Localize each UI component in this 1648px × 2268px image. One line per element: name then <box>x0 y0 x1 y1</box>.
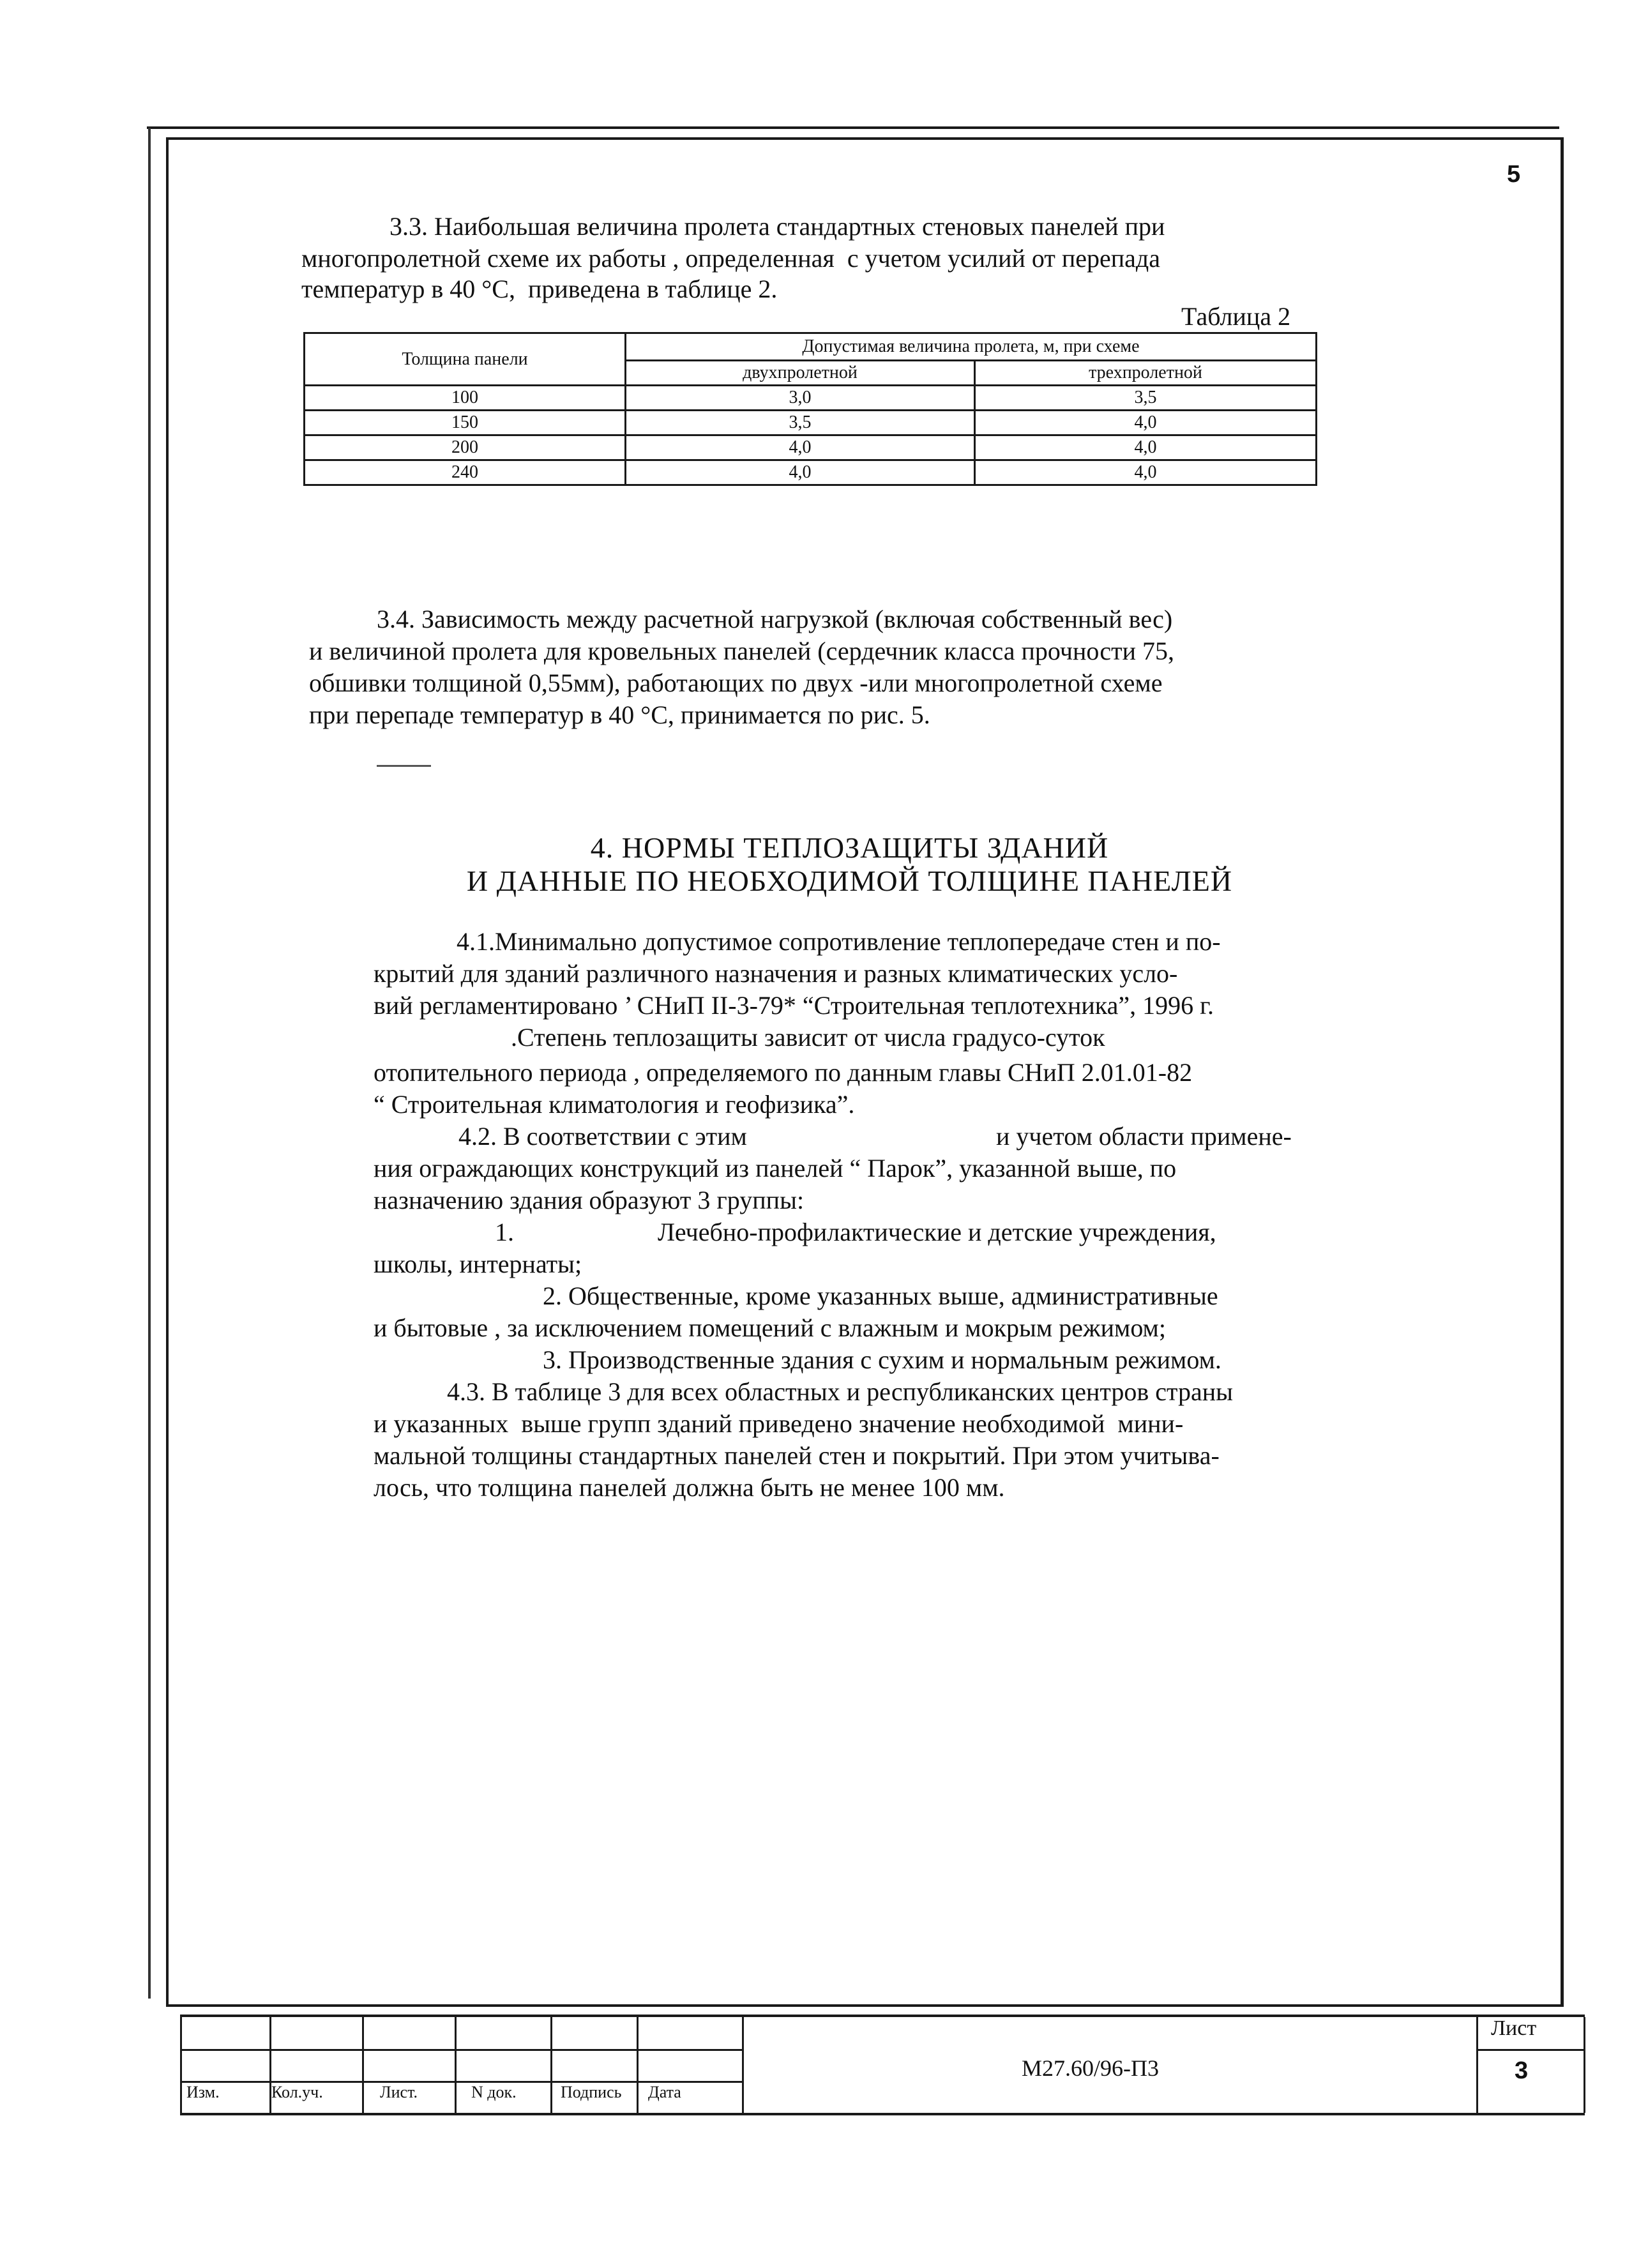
document-code: М27.60/96-П3 <box>1022 2055 1159 2081</box>
para-4-2-line-1b: и учетом области примене- <box>996 1122 1292 1151</box>
section-4-heading-line-1: 4. НОРМЫ ТЕПЛОЗАЩИТЫ ЗДАНИЙ <box>590 831 1109 864</box>
para-4-1-line-2: крытий для зданий различного назначения и разных климатических усло- <box>374 959 1178 988</box>
para-3-3-line-1: 3.3. Наибольшая величина пролета стандартных стеновых панелей при <box>389 212 1165 241</box>
group-1-text-cont: школы, интернаты; <box>374 1250 582 1278</box>
group-1-number: 1. <box>495 1218 514 1246</box>
para-3-4-line-4: при перепаде температур в 40 °С, принимается по рис. 5. <box>309 700 930 729</box>
sheet-number-top: 5 <box>1507 161 1521 188</box>
header-thickness: Толщина панели <box>305 333 626 386</box>
cell-three-span: 4,0 <box>975 411 1317 435</box>
para-4-3-line-3: мальной толщины стандартных панелей стен и покрытий. При этом учитыва- <box>374 1441 1220 1470</box>
para-4-1-line-3: вий регламентировано ’ СНиП II-3-79* “Строительная теплотехника”, 1996 г. <box>374 991 1214 1020</box>
cell-two-span: 3,0 <box>626 386 975 411</box>
stamp-sheet-label: Лист <box>1491 2016 1537 2040</box>
short-dash-mark <box>377 765 431 767</box>
stamp-label-change: Изм. <box>186 2083 220 2101</box>
frame-left-binding-line <box>148 128 151 1999</box>
para-3-3-line-2: многопролетной схеме их работы , определенная с учетом усилий от перепада <box>301 244 1161 273</box>
para-3-4-line-1: 3.4. Зависимость между расчетной нагрузкой (включая собственный вес) <box>377 605 1173 633</box>
frame-top-line <box>147 126 1559 129</box>
stamp-label-signature: Подпись <box>561 2083 622 2101</box>
group-2-text-cont: и бытовые , за исключением помещений с влажным и мокрым режимом; <box>374 1313 1166 1342</box>
para-4-1-line-5: отопительного периода , определяемого по данным главы СНиП 2.01.01-82 <box>374 1058 1193 1087</box>
section-4-heading-line-2: И ДАННЫЕ ПО НЕОБХОДИМОЙ ТОЛЩИНЕ ПАНЕЛЕЙ <box>466 865 1233 897</box>
para-4-3-line-4: лось, что толщина панелей должна быть не менее 100 мм. <box>374 1473 1005 1502</box>
cell-thickness: 240 <box>305 460 626 485</box>
cell-thickness: 200 <box>305 435 626 460</box>
header-two-span: двухпролетной <box>626 361 975 386</box>
para-4-2-line-1a: 4.2. В соответствии с этим <box>458 1122 747 1151</box>
header-span-group: Допустимая величина пролета, м, при схеме <box>626 333 1317 361</box>
para-4-1-line-1: 4.1.Минимально допустимое сопротивление теплопередаче стен и по- <box>457 927 1221 956</box>
table-row <box>305 460 1317 485</box>
cell-three-span: 4,0 <box>975 435 1317 460</box>
cell-thickness: 100 <box>305 386 626 411</box>
table-2-caption: Таблица 2 <box>1181 302 1291 331</box>
para-3-3-line-3: температур в 40 °С, приведена в таблице 2. <box>301 275 778 303</box>
cell-three-span: 4,0 <box>975 460 1317 485</box>
para-4-1-line-6: “ Строительная климатология и геофизика”. <box>374 1090 855 1119</box>
table-header-row <box>305 333 1317 361</box>
cell-two-span: 4,0 <box>626 460 975 485</box>
para-4-2-line-3: назначению здания образуют 3 группы: <box>374 1186 805 1214</box>
cell-two-span: 3,5 <box>626 411 975 435</box>
para-4-3-line-1: 4.3. В таблице 3 для всех областных и республиканских центров страны <box>447 1377 1233 1406</box>
para-3-4-line-2: и величиной пролета для кровельных панелей (сердечник класса прочности 75, <box>309 637 1174 665</box>
para-4-3-line-2: и указанных выше групп зданий приведено значение необходимой мини- <box>374 1409 1184 1438</box>
cell-three-span: 3,5 <box>975 386 1317 411</box>
group-2-text: 2. Общественные, кроме указанных выше, административные <box>543 1281 1218 1310</box>
para-4-1-line-4: .Степень теплозащиты зависит от числа градусо-суток <box>511 1023 1105 1052</box>
stamp-label-qty: Кол.уч. <box>271 2083 323 2101</box>
stamp-label-date: Дата <box>648 2083 681 2101</box>
cell-two-span: 4,0 <box>626 435 975 460</box>
table-row <box>305 435 1317 460</box>
para-3-4-line-3: обшивки толщиной 0,55мм), работающих по двух -или многопролетной схеме <box>309 669 1163 697</box>
group-3-text: 3. Производственные здания с сухим и нормальным режимом. <box>543 1345 1221 1374</box>
header-three-span: трехпролетной <box>975 361 1317 386</box>
table-row <box>305 386 1317 411</box>
stamp-label-sheet: Лист. <box>380 2083 418 2101</box>
cell-thickness: 150 <box>305 411 626 435</box>
group-1-text: Лечебно-профилактические и детские учреждения, <box>658 1218 1216 1246</box>
table-2 <box>303 332 1317 486</box>
stamp-sheet-value: 3 <box>1515 2057 1529 2084</box>
table-row <box>305 411 1317 435</box>
para-4-2-line-2: ния ограждающих конструкций из панелей “ Парок”, указанной выше, по <box>374 1154 1177 1183</box>
stamp-label-docnum: N док. <box>471 2083 517 2101</box>
